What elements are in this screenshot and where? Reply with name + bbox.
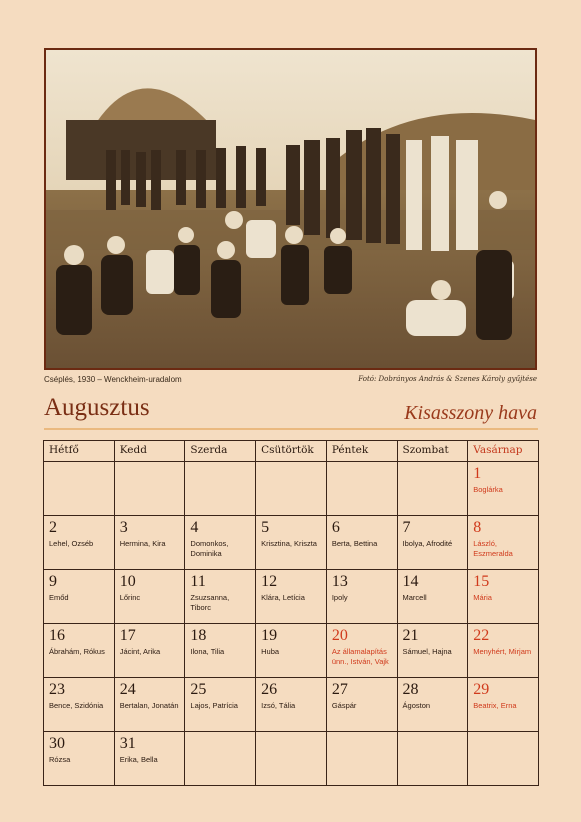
weekday-friday: Péntek xyxy=(326,441,397,462)
calendar-week-row xyxy=(44,516,539,570)
name-day-text: Beatrix, Erna xyxy=(473,701,517,710)
name-day-text: Marcell xyxy=(402,593,427,602)
calendar-day-cell xyxy=(397,570,468,624)
harvest-scene-image xyxy=(46,50,535,368)
calendar-day-cell xyxy=(468,732,539,786)
day-number: 26 xyxy=(261,681,278,698)
name-day-text: Rózsa xyxy=(49,755,71,764)
month-subtitle: Kisasszony hava xyxy=(404,402,537,424)
day-number: 28 xyxy=(402,681,419,698)
calendar-day-cell xyxy=(44,462,115,516)
name-day-text: Gáspár xyxy=(331,701,357,710)
name-day-text: Hermina, Kira xyxy=(119,539,166,548)
day-number: 30 xyxy=(49,735,65,752)
calendar-day-cell xyxy=(44,516,115,570)
calendar-day-cell xyxy=(326,570,397,624)
weekday-monday: Hétfő xyxy=(44,441,115,462)
day-number: 1 xyxy=(473,465,482,482)
name-day-text: Bertalan, Jonatán xyxy=(119,701,179,710)
calendar-day-cell xyxy=(114,678,185,732)
name-day-text: Izsó, Tália xyxy=(261,701,296,710)
day-number: 17 xyxy=(119,627,136,644)
calendar-day-cell xyxy=(185,462,256,516)
calendar-day-cell xyxy=(468,624,539,678)
day-number: 7 xyxy=(402,519,411,536)
weekday-wednesday: Szerda xyxy=(185,441,256,462)
name-day-text: Zsuzsanna, Tiborc xyxy=(190,593,230,612)
name-day-text: Boglárka xyxy=(473,485,503,494)
calendar-day-cell xyxy=(114,516,185,570)
calendar-day-cell xyxy=(185,570,256,624)
calendar-day-cell xyxy=(326,624,397,678)
calendar-day-cell xyxy=(44,570,115,624)
month-title: Augusztus xyxy=(44,394,150,421)
calendar-day-cell xyxy=(397,516,468,570)
day-number: 19 xyxy=(261,627,278,644)
calendar-day-cell xyxy=(468,516,539,570)
day-number: 31 xyxy=(119,735,136,752)
name-day-text: László, Eszmeralda xyxy=(473,539,513,558)
name-day-text: Mária xyxy=(473,593,492,602)
calendar-day-cell xyxy=(256,462,327,516)
day-number: 4 xyxy=(190,519,199,536)
weekday-sunday: Vasárnap xyxy=(468,441,539,462)
calendar-day-cell xyxy=(326,678,397,732)
day-number: 5 xyxy=(261,519,270,536)
calendar-day-cell xyxy=(468,678,539,732)
calendar-day-cell xyxy=(114,462,185,516)
calendar-day-cell xyxy=(185,678,256,732)
calendar-day-cell xyxy=(397,678,468,732)
day-number: 3 xyxy=(119,519,128,536)
day-number: 13 xyxy=(331,573,348,590)
day-number: 12 xyxy=(261,573,278,590)
name-day-text: Menyhért, Mirjam xyxy=(473,647,532,656)
calendar-day-cell xyxy=(114,624,185,678)
calendar-day-cell xyxy=(256,678,327,732)
day-number: 9 xyxy=(49,573,57,590)
calendar-day-cell xyxy=(256,624,327,678)
calendar-day-cell xyxy=(44,732,115,786)
name-day-text: Ilona, Tilia xyxy=(190,647,225,656)
calendar-day-cell xyxy=(256,570,327,624)
day-number: 27 xyxy=(331,681,348,698)
day-number: 6 xyxy=(331,519,340,536)
day-number: 15 xyxy=(473,573,490,590)
name-day-text: Berta, Bettina xyxy=(331,539,378,548)
divider-rule xyxy=(44,428,538,430)
day-number: 8 xyxy=(473,519,482,536)
calendar-day-cell xyxy=(114,732,185,786)
name-day-text: Lajos, Patrícia xyxy=(190,701,238,710)
name-day-text: Ábrahám, Rókus xyxy=(49,647,105,656)
name-day-text: Lőrinc xyxy=(119,593,141,602)
calendar-day-cell xyxy=(397,462,468,516)
calendar-day-cell xyxy=(185,624,256,678)
name-day-text: Emőd xyxy=(49,593,69,602)
name-day-text: Klára, Letícia xyxy=(261,593,305,602)
weekday-tuesday: Kedd xyxy=(114,441,185,462)
calendar-day-cell xyxy=(397,732,468,786)
calendar-day-cell xyxy=(44,678,115,732)
calendar-day-cell xyxy=(326,462,397,516)
name-day-text: Erika, Bella xyxy=(119,755,158,764)
day-number: 14 xyxy=(402,573,419,590)
day-number: 21 xyxy=(402,627,419,644)
day-number: 24 xyxy=(119,681,136,698)
day-number: 20 xyxy=(331,627,348,644)
calendar-grid xyxy=(43,440,539,786)
weekday-thursday: Csütörtök xyxy=(256,441,327,462)
calendar-week-row xyxy=(44,570,539,624)
historical-photo xyxy=(44,48,537,370)
name-day-text: Huba xyxy=(261,647,280,656)
calendar-day-cell xyxy=(114,570,185,624)
calendar-day-cell xyxy=(256,516,327,570)
day-number: 2 xyxy=(49,519,57,536)
name-day-text: Sámuel, Hajna xyxy=(402,647,452,656)
name-day-text: Lehel, Ozséb xyxy=(49,539,94,548)
name-day-text: Domonkos, Dominika xyxy=(190,539,229,558)
calendar-week-row xyxy=(44,678,539,732)
calendar-day-cell xyxy=(397,624,468,678)
calendar-day-cell xyxy=(185,732,256,786)
day-number: 10 xyxy=(119,573,136,590)
calendar-day-cell xyxy=(326,732,397,786)
calendar-day-cell xyxy=(468,462,539,516)
calendar-week-row xyxy=(44,624,539,678)
day-number: 23 xyxy=(49,681,65,698)
day-number: 25 xyxy=(190,681,207,698)
calendar-week-row xyxy=(44,462,539,516)
day-number: 29 xyxy=(473,681,490,698)
weekday-saturday: Szombat xyxy=(397,441,468,462)
calendar-week-row xyxy=(44,732,539,786)
name-day-text: Bence, Szidónia xyxy=(49,701,104,710)
name-day-text: Krisztina, Kriszta xyxy=(261,539,317,548)
calendar-day-cell xyxy=(185,516,256,570)
calendar-day-cell xyxy=(326,516,397,570)
photo-caption-credit: Fotó: Dobrányos András & Szenes Károly gyűjtése xyxy=(358,375,537,383)
day-number: 22 xyxy=(473,627,490,644)
weekday-header-row xyxy=(44,441,539,462)
day-number: 16 xyxy=(49,627,65,644)
day-number: 11 xyxy=(190,573,206,590)
calendar-day-cell xyxy=(44,624,115,678)
name-day-text: Ágoston xyxy=(402,701,431,710)
name-day-text: Jácint, Arika xyxy=(119,647,161,656)
name-day-text: Ibolya, Afrodité xyxy=(402,539,453,548)
day-number: 18 xyxy=(190,627,207,644)
name-day-text: Az államalapítás ünn., István, Vajk xyxy=(331,647,389,666)
calendar-day-cell xyxy=(256,732,327,786)
calendar-day-cell xyxy=(468,570,539,624)
name-day-text: Ipoly xyxy=(331,593,348,602)
photo-caption-location: Cséplés, 1930 – Wenckheim-uradalom xyxy=(44,375,182,384)
